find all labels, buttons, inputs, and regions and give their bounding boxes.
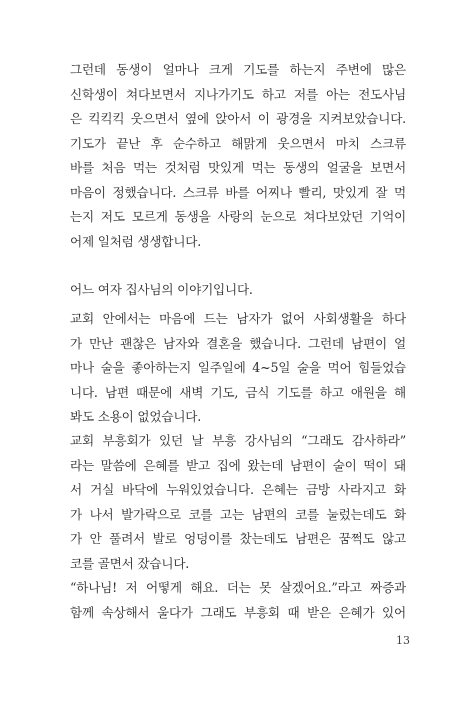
text-line: 가 나서 발가락으로 코를 고는 남편의 코를 눌렀는데도 화 [70, 506, 406, 522]
page-number: 13 [396, 634, 410, 647]
text-line: 그런데 동생이 얼마나 크게 기도를 하는지 주변에 많은 [70, 62, 406, 77]
text-line: 니다. 남편 때문에 새벽 기도, 금식 기도를 하고 애원을 해 [70, 384, 406, 400]
text-line: 라는 말씀에 은혜를 받고 집에 왔는데 남편이 술이 떡이 돼 [70, 457, 406, 473]
paragraph-1 [70, 58, 406, 254]
paragraph-3 [70, 307, 406, 430]
text-line: 는지 저도 모르게 동생을 사랑의 눈으로 쳐다보았던 기억이 [70, 209, 406, 224]
text-line: 마나 술을 좋아하는지 일주일에 4~5일 술을 먹어 힘들었습 [70, 360, 406, 375]
text-line: 함께 속상해서 울다가 그래도 부흥회 때 받은 은혜가 있어 [70, 604, 406, 620]
text-line: 어느 여자 집사님의 이야기입니다. [70, 282, 253, 297]
text-line: 교회 안에서는 마음에 드는 남자가 없어 사회생활을 하다 [70, 311, 406, 326]
text-line: 마음이 정했습니다. 스크류 바를 어찌나 빨리, 맛있게 잘 먹 [70, 184, 406, 200]
text-line: 가 만난 괜찮은 남자와 결혼을 했습니다. 그런데 남편이 얼 [70, 335, 406, 351]
text-line: 은 킥킥킥 웃으면서 옆에 앉아서 이 광경을 지켜보았습니다. [70, 111, 406, 126]
text-line: 가 안 풀려서 발로 엉덩이를 찼는데도 남편은 꿈쩍도 않고 [70, 531, 406, 546]
text-line: 교회 부흥회가 있던 날 부흥 강사님의 “그래도 감사하라” [70, 433, 406, 448]
text-line: 봐도 소용이 없었습니다. [70, 409, 202, 424]
text-line: 어제 일처럼 생생합니다. [70, 233, 202, 249]
paragraph-5 [70, 576, 406, 625]
text-line: 바를 처음 먹는 것처럼 맛있게 먹는 동생의 얼굴을 보면서 [70, 160, 406, 175]
text-line: 코를 골면서 잤습니다. [70, 555, 190, 571]
paragraph-4 [70, 429, 406, 576]
text-line: 기도가 끝난 후 순수하고 해맑게 웃으면서 마치 스크류 [70, 135, 406, 151]
text-line: “하나님! 저 어떻게 해요. 더는 못 살겠어요.”라고 짜증과 [70, 580, 406, 595]
paragraph-2 [70, 278, 406, 303]
text-line: 신학생이 쳐다보면서 지나가기도 하고 저를 아는 전도사님 [70, 86, 406, 102]
text-line: 서 거실 바닥에 누워있었습니다. 은혜는 금방 사라지고 화 [70, 482, 406, 497]
